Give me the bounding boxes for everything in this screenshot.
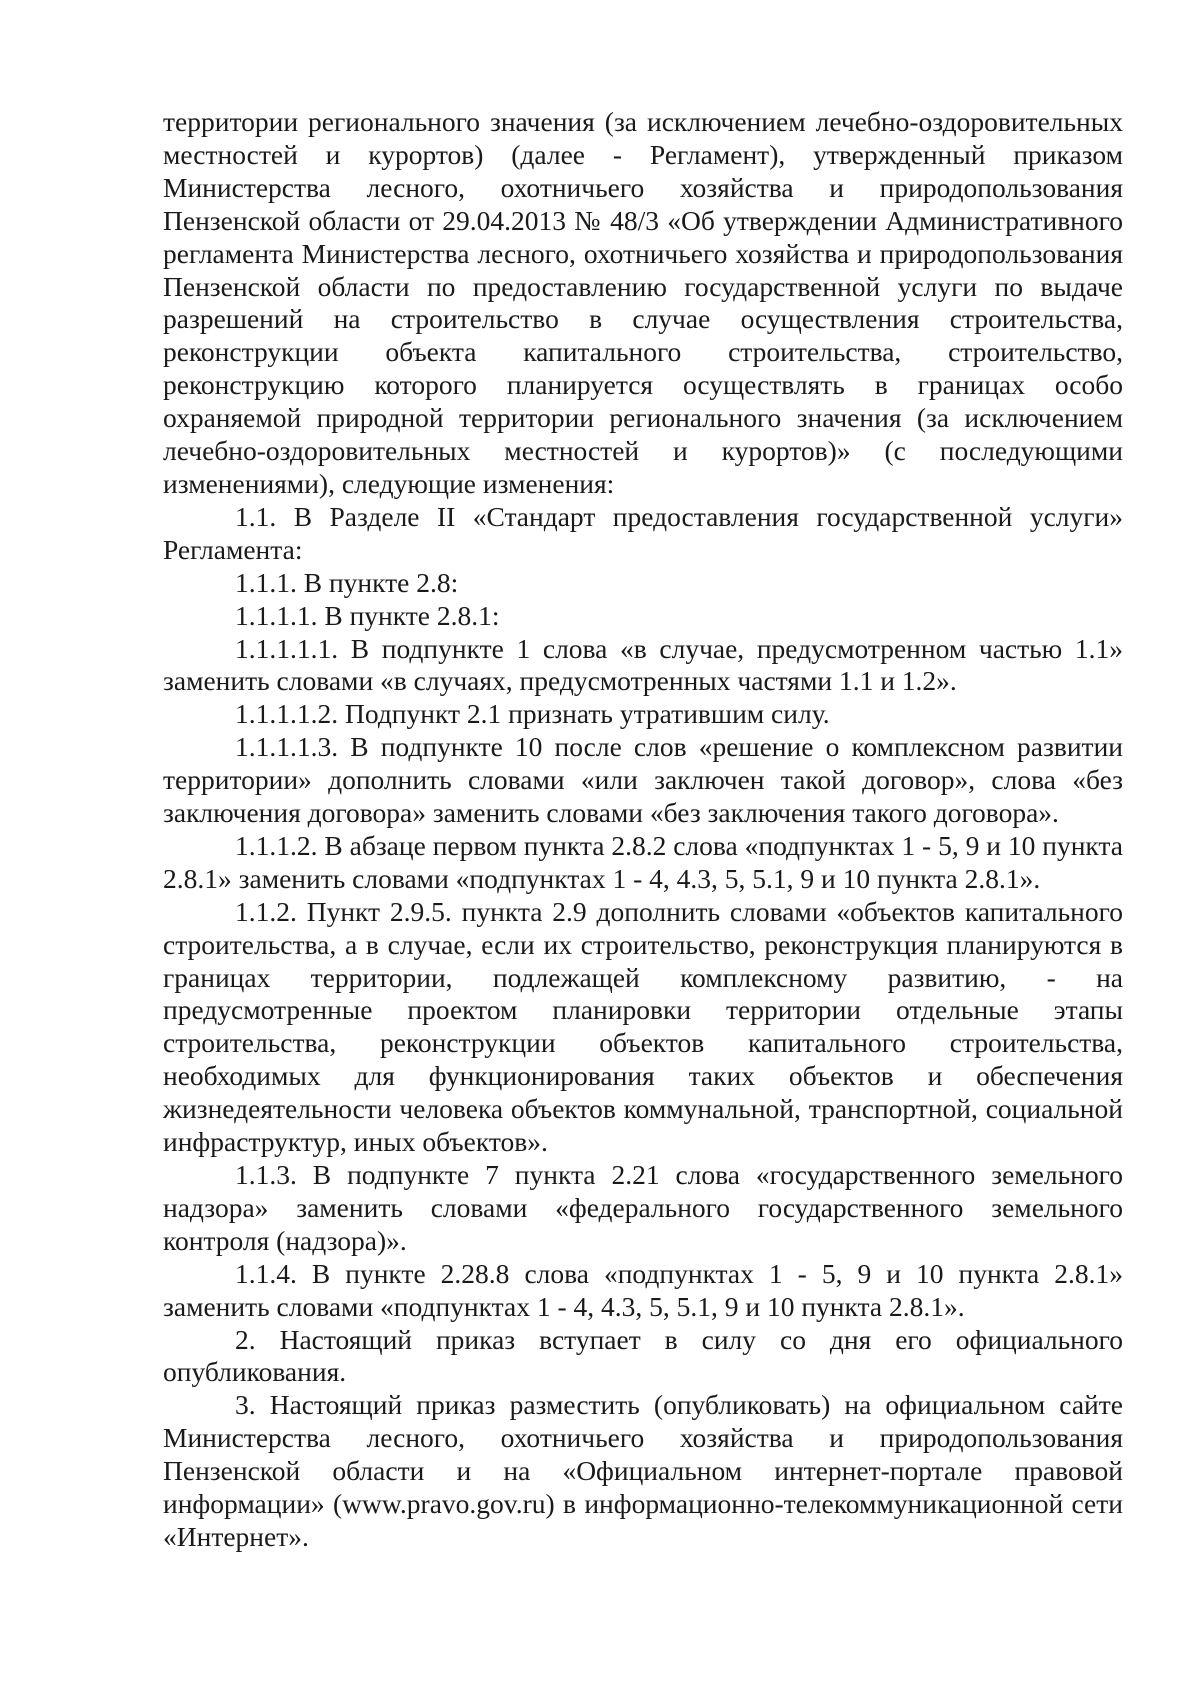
paragraph-1-1-1-1-3: 1.1.1.1.3. В подпункте 10 после слов «решение о комплексном развитии территории» дополнить словами «или заключен такой договор», слова «без заключения договора» заменить словами «без заключения такого договора». [163, 731, 1123, 829]
paragraph-3: 3. Настоящий приказ разместить (опубликовать) на официальном сайте Министерства лесного, охотничьего хозяйства и природопользования Пензенской области и на «Официальном интернет-портале правовой информации» (www.pravo.gov.ru) в информационно-телекоммуникационной сети «Интернет». [163, 1389, 1123, 1552]
paragraph-1-1-4: 1.1.4. В пункте 2.28.8 слова «подпунктах 1 - 5, 9 и 10 пункта 2.8.1» заменить словами «подпунктах 1 - 4, 4.3, 5, 5.1, 9 и 10 пункта 2.8.1». [163, 1257, 1123, 1322]
paragraph-2: 2. Настоящий приказ вступает в силу со дня его официального опубликования. [163, 1323, 1123, 1388]
paragraph-1-1-1-1-1: 1.1.1.1.1. В подпункте 1 слова «в случае, предусмотренном частью 1.1» заменить словами «в случаях, предусмотренных частями 1.1 и 1.2». [163, 632, 1123, 697]
paragraph-1-1-1: 1.1.1. В пункте 2.8: [235, 566, 459, 598]
paragraph-1-1-1-1: 1.1.1.1. В пункте 2.8.1: [235, 599, 500, 631]
paragraph-1-1-3: 1.1.3. В подпункте 7 пункта 2.21 слова «государственного земельного надзора» заменить словами «федерального государственного земельного контроля (надзора)». [163, 1159, 1123, 1256]
paragraph-1-1-1-1-2: 1.1.1.1.2. Подпункт 2.1 признать утратившим силу. [235, 698, 830, 730]
paragraph-1-1-1-2: 1.1.1.2. В абзаце первом пункта 2.8.2 слова «подпунктах 1 - 5, 9 и 10 пункта 2.8.1» заменить словами «подпунктах 1 - 4, 4.3, 5, 5.1, 9 и 10 пункта 2.8.1». [163, 829, 1123, 894]
paragraph-regulation-reference: территории регионального значения (за исключением лечебно-оздоровительных местностей и курортов) (далее - Регламент), утвержденный приказом Министерства лесного, охотничьего хозяйства и природопользования Пензенской области от 29.04.2013 № 48/3 «Об утверждении Административного регламента Министерства лесного, охотничьего хозяйства и природопользования Пензенской области по предоставлению государственной услуги по выдаче разрешений на строительство в случае осуществления строительства, реконструкции объекта капитального строительства, строительство, реконструкцию которого планируется осуществлять в границах особо охраняемой природной территории регионального значения (за исключением лечебно-оздоровительных местностей и курортов)» (с последующими изменениями), следующие изменения: [163, 106, 1123, 499]
paragraph-1-1: 1.1. В Разделе II «Стандарт предоставления государственной услуги» Регламента: [163, 500, 1123, 565]
paragraph-1-1-2: 1.1.2. Пункт 2.9.5. пункта 2.9 дополнить словами «объектов капитального строительства, а в случае, если их строительство, реконструкция планируются в границах территории, подлежащей комплексному развитию, - на предусмотренные проектом планировки территории отдельные этапы строительства, реконструкции объектов капитального строительства, необходимых для функционирования таких объектов и обеспечения жизнедеятельности человека объектов коммунальной, транспортной, социальной инфраструктур, иных объектов». [163, 895, 1123, 1158]
document-body [163, 106, 1123, 1554]
